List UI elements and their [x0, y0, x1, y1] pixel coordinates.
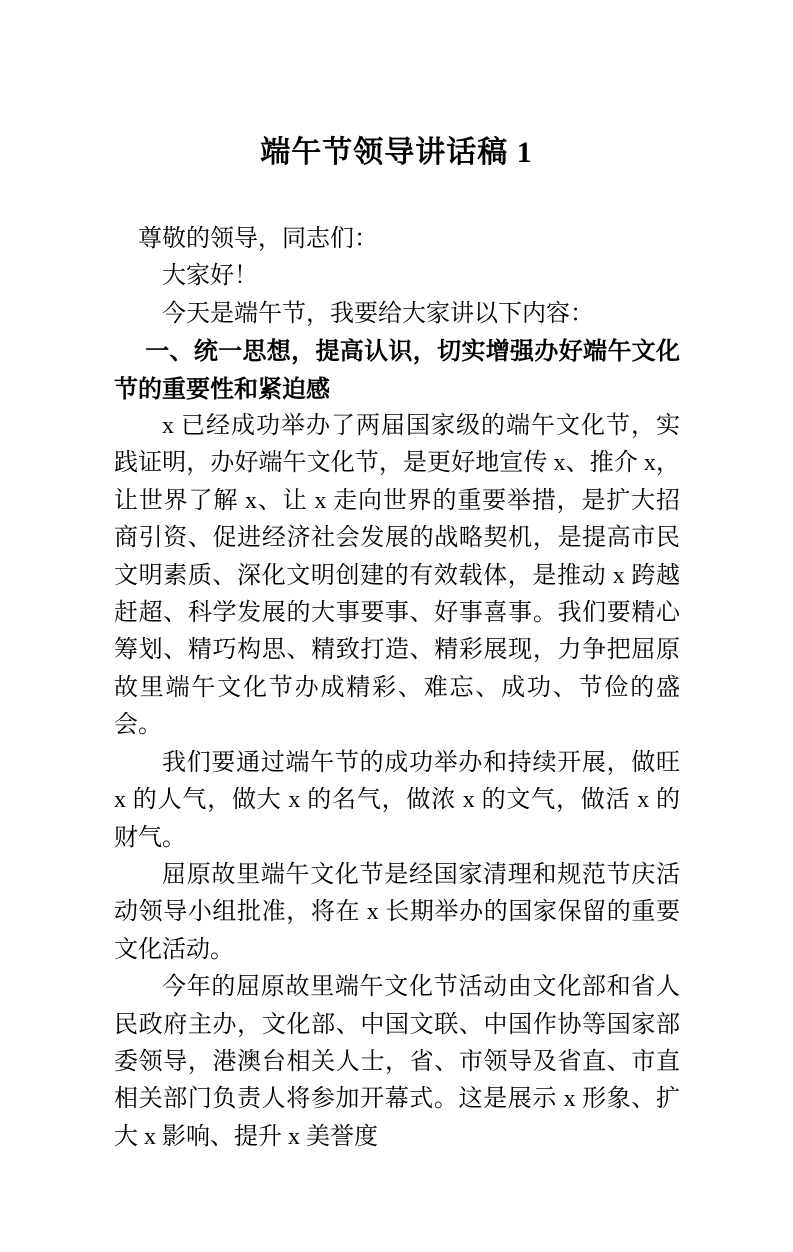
- paragraph-body-4: 今年的屈原故里端午文化节活动由文化部和省人民政府主办，文化部、中国文联、中国作协等国家部委领导，港澳台相关人士，省、市领导及省直、市直相关部门负责人将参加开幕式。这是展示 x 形象、扩大 x 影响、提升 x 美誉度: [114, 974, 680, 1150]
- paragraph-intro: 今天是端午节，我要给大家讲以下内容：: [162, 300, 594, 327]
- document-title: 端午节领导讲话稿 1: [260, 136, 533, 169]
- paragraph-body-1: x 已经成功举办了两届国家级的端午文化节，实践证明，办好端午文化节，是更好地宣传 x、推介 x，让世界了解 x、让 x 走向世界的重要举措，是扩大招商引资、促进经济社会发展的战略契机，是提高市民文明素质、深化文明创建的有效载体，是推动 x 跨越赶超、科学发展的大事要事、好事喜事。我们要精心筹划、精巧构思、精致打造、精彩展现，力争把屈原故里端午文化节办成精彩、难忘、成功、节俭的盛会。: [114, 413, 680, 739]
- document-body: [114, 221, 680, 1156]
- paragraph-salutation: 尊敬的领导，同志们：: [138, 226, 378, 252]
- section-heading-1: 一、统一思想，提高认识，切实增强办好端午文化节的重要性和紧迫感: [114, 338, 680, 403]
- paragraph-greeting: 大家好！: [162, 263, 258, 290]
- paragraph-body-2: 我们要通过端午节的成功举办和持续开展，做旺 x 的人气，做大 x 的名气，做浓 x 的文气，做活 x 的财气。: [114, 749, 680, 851]
- document-page: [0, 130, 793, 1252]
- paragraph-body-3: 屈原故里端午文化节是经国家清理和规范节庆活动领导小组批准，将在 x 长期举办的国家保留的重要文化活动。: [114, 861, 680, 963]
